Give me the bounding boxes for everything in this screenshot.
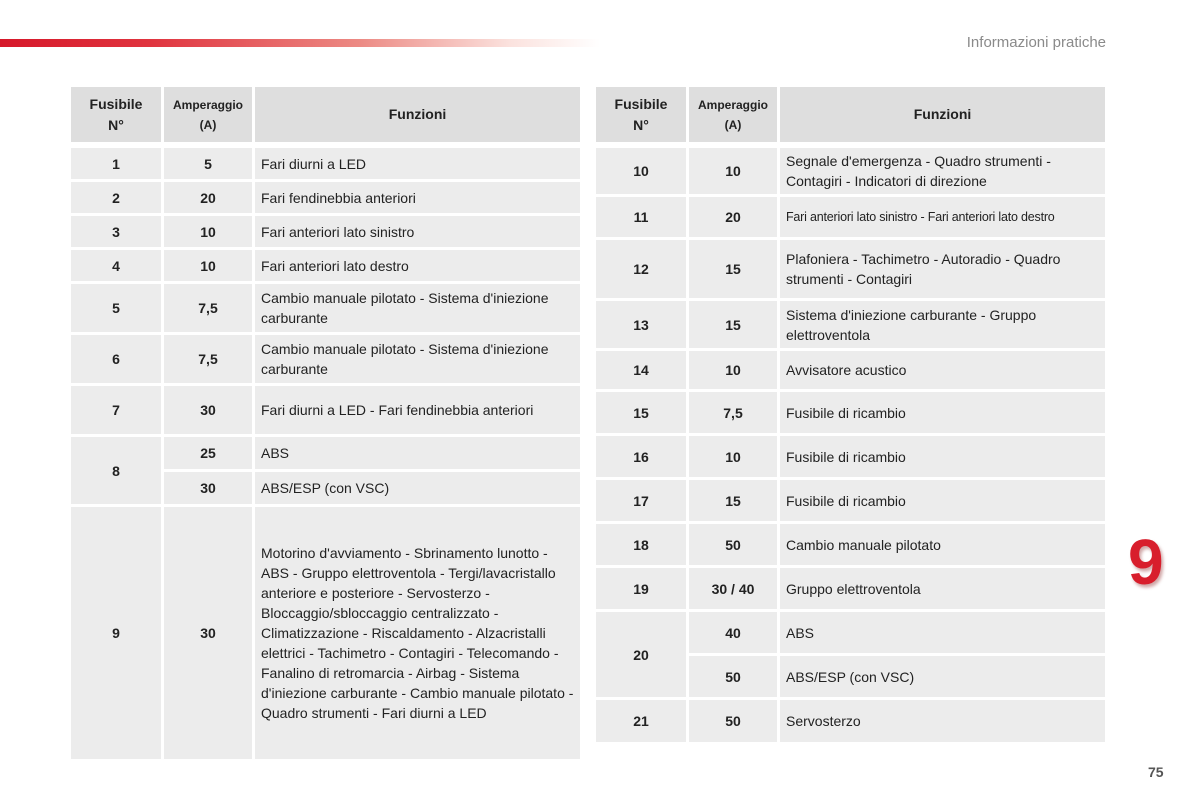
fuse-number: 2	[71, 182, 161, 213]
column-header-functions: Funzioni	[255, 87, 580, 142]
table-row	[596, 480, 1105, 521]
table-row	[596, 568, 1105, 609]
table-row	[71, 284, 580, 332]
table-row	[71, 216, 580, 247]
fuse-function: Motorino d'avviamento - Sbrinamento lunotto - ABS - Gruppo elettroventola - Tergi/lavacristallo anteriore e posteriore - Servosterzo - Bloccaggio/sbloccaggio centralizzato - Climatizzazione - Riscaldamento - Alzacristalli elettrici - Tachimetro - Contagiri - Telecomando - Fanalino di retromarcia - Airbag - Sistema d'iniezione carburante - Cambio manuale pilotato - Quadro strumenti - Fari diurni a LED	[255, 507, 580, 759]
fuse-amperage: 10	[164, 250, 252, 281]
fuse-number: 1	[71, 148, 161, 179]
column-header-amperage: Amperaggio (A)	[689, 87, 777, 142]
table-row	[596, 197, 1105, 237]
fuse-function: Fusibile di ricambio	[780, 480, 1105, 521]
fuse-amperage: 5	[164, 148, 252, 179]
fuse-amperage: 50	[689, 656, 777, 697]
fuse-function: ABS/ESP (con VSC)	[255, 472, 580, 504]
table-row	[71, 148, 580, 179]
fuse-amperage: 15	[689, 480, 777, 521]
fuse-number: 6	[71, 335, 161, 383]
fuse-function: Servosterzo	[780, 700, 1105, 742]
table-row	[596, 351, 1105, 389]
fuse-function: ABS	[255, 437, 580, 469]
fuse-number: 9	[71, 507, 161, 759]
fuse-function: Fari fendinebbia anteriori	[255, 182, 580, 213]
table-row	[71, 335, 580, 383]
table-row	[71, 182, 580, 213]
table-row	[596, 524, 1105, 565]
fuse-amperage: 50	[689, 524, 777, 565]
fuse-number: 10	[596, 148, 686, 194]
fuse-amperage: 20	[689, 197, 777, 237]
fuse-amperage: 10	[164, 216, 252, 247]
fuse-amperage: 7,5	[164, 284, 252, 332]
column-header-amperage: Amperaggio (A)	[164, 87, 252, 142]
fuse-table-left	[68, 84, 583, 762]
fuse-number: 19	[596, 568, 686, 609]
fuse-amperage: 10	[689, 148, 777, 194]
column-header-fuse: Fusibile N°	[71, 87, 161, 142]
fuse-number: 11	[596, 197, 686, 237]
fuse-amperage: 50	[689, 700, 777, 742]
page-number: 75	[1148, 764, 1164, 780]
fuse-number: 5	[71, 284, 161, 332]
table-row	[596, 148, 1105, 194]
fuse-amperage: 15	[689, 240, 777, 298]
fuse-amperage: 25	[164, 437, 252, 469]
fuse-amperage: 15	[689, 301, 777, 348]
fuse-amperage: 30	[164, 472, 252, 504]
fuse-number: 21	[596, 700, 686, 742]
fuse-function: Fusibile di ricambio	[780, 392, 1105, 433]
fuse-function: Avvisatore acustico	[780, 351, 1105, 389]
table-row	[71, 386, 580, 434]
table-row	[71, 507, 580, 759]
fuse-amperage: 30	[164, 507, 252, 759]
fuse-function: Sistema d'iniezione carburante - Gruppo elettroventola	[780, 301, 1105, 348]
fuse-number: 16	[596, 436, 686, 477]
fuse-function: Fari diurni a LED	[255, 148, 580, 179]
table-row	[596, 301, 1105, 348]
fuse-number: 12	[596, 240, 686, 298]
fuse-number: 20	[596, 612, 686, 697]
fuse-function: Fari anteriori lato sinistro	[255, 216, 580, 247]
fuse-number: 14	[596, 351, 686, 389]
table-row	[596, 392, 1105, 433]
fuse-function: ABS	[780, 612, 1105, 653]
table-row	[596, 612, 1105, 653]
fuse-table-right	[593, 84, 1108, 745]
fuse-function: Cambio manuale pilotato - Sistema d'iniezione carburante	[255, 284, 580, 332]
table-row	[596, 240, 1105, 298]
fuse-number: 8	[71, 437, 161, 504]
fuse-function: Fusibile di ricambio	[780, 436, 1105, 477]
fuse-function: Fari anteriori lato destro	[255, 250, 580, 281]
fuse-number: 18	[596, 524, 686, 565]
fuse-amperage: 10	[689, 436, 777, 477]
fuse-number: 3	[71, 216, 161, 247]
fuse-number: 13	[596, 301, 686, 348]
fuse-function: Cambio manuale pilotato - Sistema d'iniezione carburante	[255, 335, 580, 383]
fuse-amperage: 7,5	[689, 392, 777, 433]
table-row	[596, 436, 1105, 477]
table-row	[71, 437, 580, 469]
fuse-function: Fari diurni a LED - Fari fendinebbia anteriori	[255, 386, 580, 434]
fuse-amperage: 30	[164, 386, 252, 434]
chapter-number: 9	[1128, 526, 1164, 598]
fuse-amperage: 20	[164, 182, 252, 213]
section-title: Informazioni pratiche	[966, 34, 1106, 51]
table-row	[596, 700, 1105, 742]
fuse-amperage: 10	[689, 351, 777, 389]
fuse-function: Plafoniera - Tachimetro - Autoradio - Quadro strumenti - Contagiri	[780, 240, 1105, 298]
fuse-number: 17	[596, 480, 686, 521]
fuse-function: Fari anteriori lato sinistro - Fari anteriori lato destro	[780, 197, 1105, 237]
fuse-amperage: 40	[689, 612, 777, 653]
fuse-number: 4	[71, 250, 161, 281]
fuse-function: Gruppo elettroventola	[780, 568, 1105, 609]
column-header-fuse: Fusibile N°	[596, 87, 686, 142]
fuse-amperage: 7,5	[164, 335, 252, 383]
fuse-amperage: 30 / 40	[689, 568, 777, 609]
fuse-number: 7	[71, 386, 161, 434]
header-accent-bar	[0, 39, 600, 47]
fuse-function: Segnale d'emergenza - Quadro strumenti - Contagiri - Indicatori di direzione	[780, 148, 1105, 194]
fuse-function: ABS/ESP (con VSC)	[780, 656, 1105, 697]
fuse-function: Cambio manuale pilotato	[780, 524, 1105, 565]
column-header-functions: Funzioni	[780, 87, 1105, 142]
fuse-number: 15	[596, 392, 686, 433]
table-row	[71, 250, 580, 281]
